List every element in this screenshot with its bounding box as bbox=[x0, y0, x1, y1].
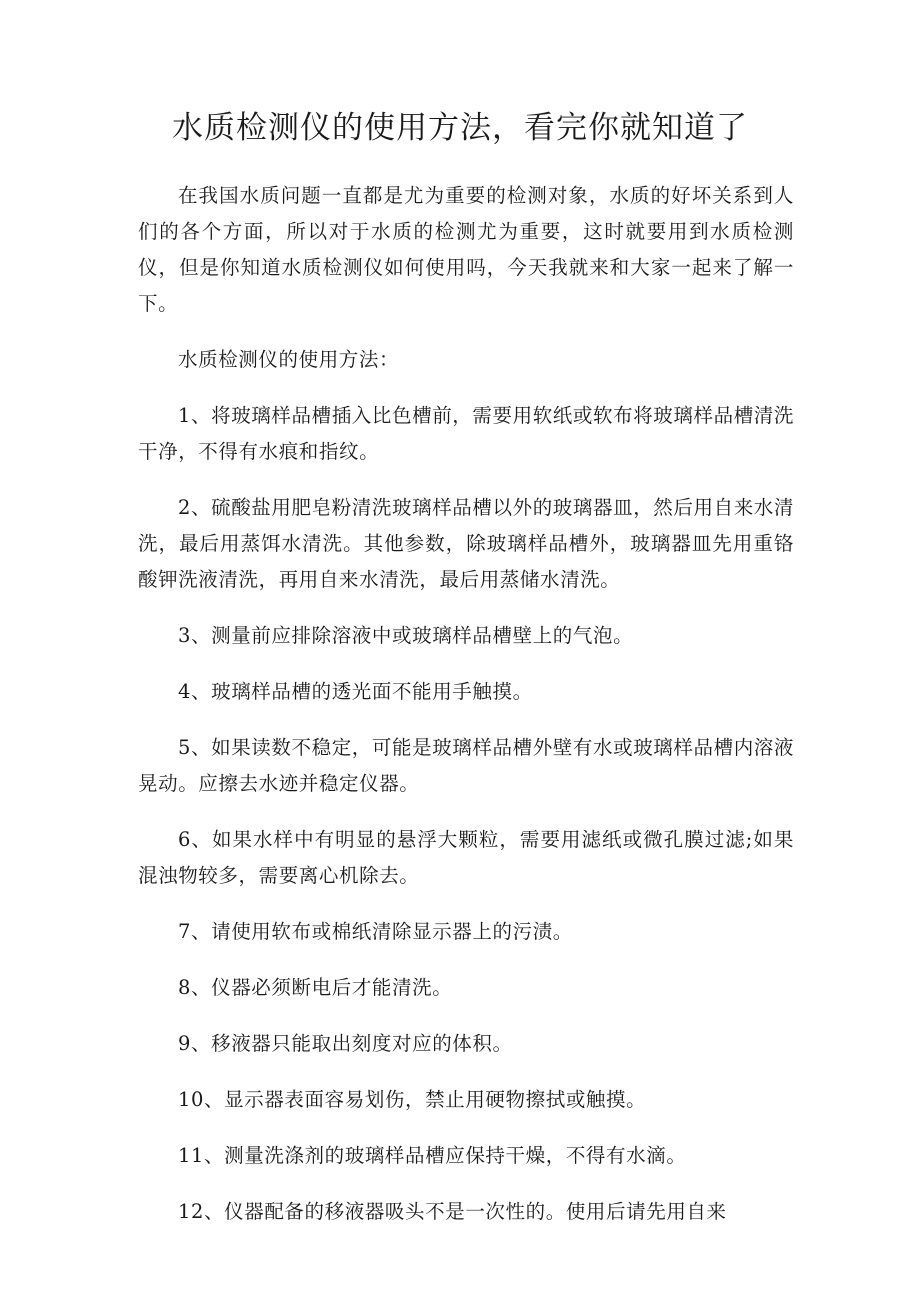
intro-paragraph: 在我国水质问题一直都是尤为重要的检测对象，水质的好坏关系到人们的各个方面，所以对于水质的检测尤为重要，这时就要用到水质检测仪，但是你知道水质检测仪如何使用吗，今天我就来和大家一起来了解一下。 bbox=[138, 184, 794, 315]
document-body bbox=[138, 178, 794, 1250]
list-item: 5、如果读数不稳定，可能是玻璃样品槽外壁有水或玻璃样品槽内溶液晃动。应擦去水迹并稳定仪器。 bbox=[138, 736, 795, 795]
list-item: 10、显示器表面容易划伤，禁止用硬物擦拭或触摸。 bbox=[178, 1088, 647, 1111]
list-item: 4、玻璃样品槽的透光面不能用手触摸。 bbox=[178, 680, 533, 703]
section-heading: 水质检测仪的使用方法： bbox=[178, 348, 400, 371]
list-item: 12、仪器配备的移液器吸头不是一次性的。使用后请先用自来 bbox=[178, 1200, 727, 1223]
document-title: 水质检测仪的使用方法，看完你就知道了 bbox=[172, 110, 748, 146]
list-item: 3、测量前应排除溶液中或玻璃样品槽壁上的气泡。 bbox=[178, 624, 634, 647]
list-item: 9、移液器只能取出刻度对应的体积。 bbox=[178, 1032, 513, 1055]
list-item: 11、测量洗涤剂的玻璃样品槽应保持干燥，不得有水滴。 bbox=[178, 1144, 687, 1167]
list-item: 8、仪器必须断电后才能清洗。 bbox=[178, 976, 453, 999]
list-item: 1、将玻璃样品槽插入比色槽前，需要用软纸或软布将玻璃样品槽清洗干净，不得有水痕和指纹。 bbox=[138, 404, 795, 463]
list-item: 2、硫酸盐用肥皂粉清洗玻璃样品槽以外的玻璃器皿，然后用自来水清洗，最后用蒸饵水清洗。其他参数，除玻璃样品槽外，玻璃器皿先用重铬酸钾洗液清洗，再用自来水清洗，最后用蒸储水清洗。 bbox=[138, 496, 795, 591]
list-item: 6、如果水样中有明显的悬浮大颗粒，需要用滤纸或微孔膜过滤;如果混浊物较多，需要离心机除去。 bbox=[138, 828, 794, 887]
list-item: 7、请使用软布或棉纸清除显示器上的污渍。 bbox=[178, 920, 573, 943]
